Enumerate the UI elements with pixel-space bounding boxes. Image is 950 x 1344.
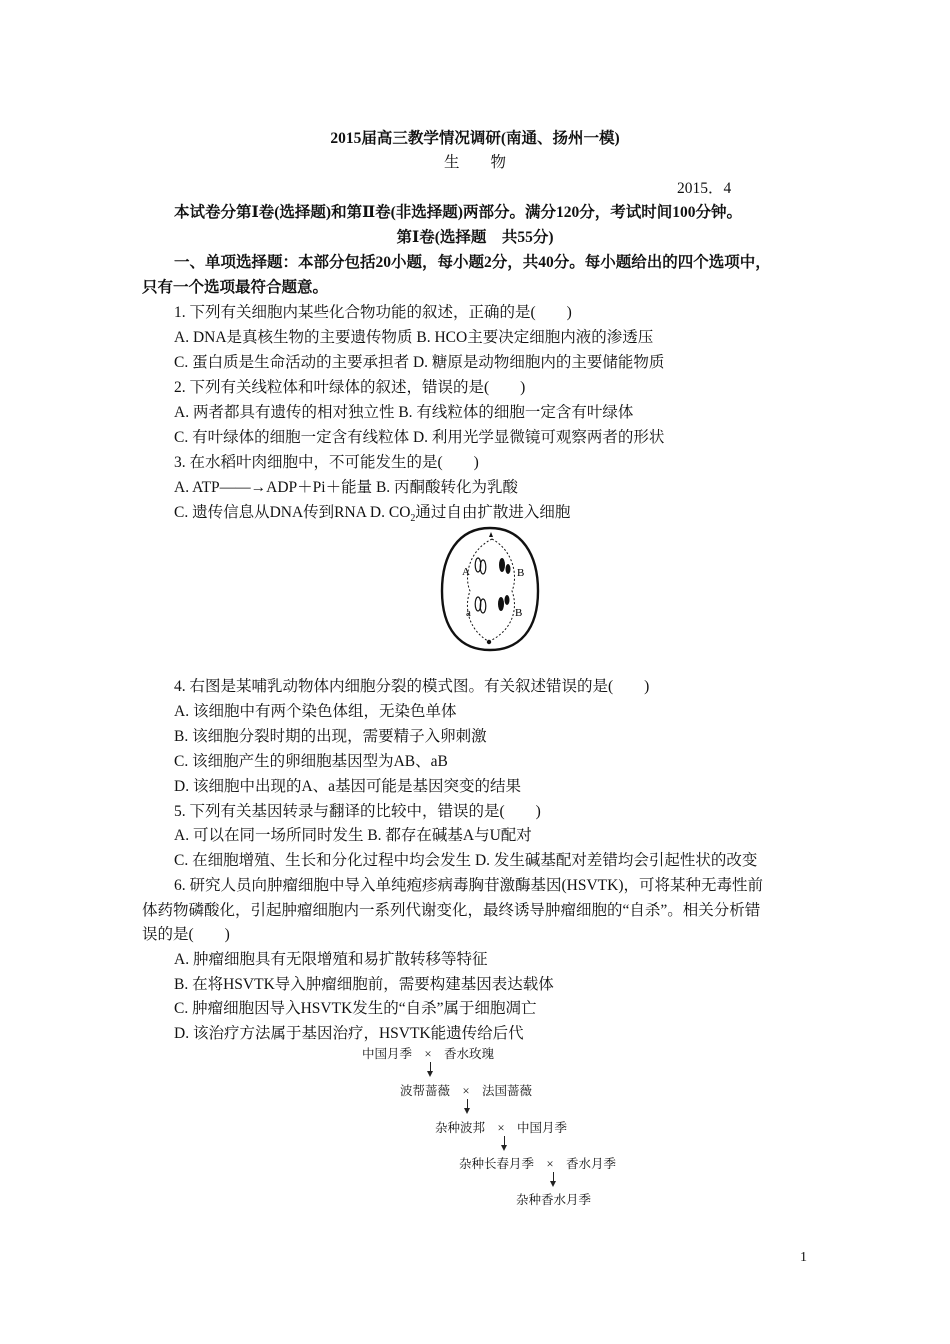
q6-stem-line1: 6. 研究人员向肿瘤细胞中导入单纯疱疹病毒胸苷激酶基因(HSVTK)，可将某种无毒性前 bbox=[174, 877, 763, 894]
cell-membrane bbox=[442, 528, 538, 650]
q1-options-ab: A. DNA是真核生物的主要遗传物质 B. HCO主要决定细胞内液的渗透压 bbox=[174, 329, 654, 346]
exam-title: 2015届高三教学情况调研(南通、扬州一模) bbox=[330, 130, 620, 147]
q4-option-d: D. 该细胞中出现的A、a基因可能是基因突变的结果 bbox=[174, 778, 522, 795]
q4-option-a: A. 该细胞中有两个染色体组，无染色单体 bbox=[174, 703, 457, 720]
q6-option-d: D. 该治疗方法属于基因治疗，HSVTK能遗传给后代 bbox=[174, 1025, 524, 1042]
q5-options-ab: A. 可以在同一场所同时发生 B. 都存在碱基A与U配对 bbox=[174, 827, 532, 844]
chromosome-dark-top bbox=[499, 558, 505, 572]
q1-options-cd: C. 蛋白质是生命活动的主要承担者 D. 糖原是动物细胞内的主要储能物质 bbox=[174, 354, 665, 371]
q2-stem: 2. 下列有关线粒体和叶绿体的叙述，错误的是( ) bbox=[174, 379, 526, 396]
cross-arrow-4-head bbox=[550, 1181, 556, 1187]
q3-stem: 3. 在水稻叶肉细胞中，不可能发生的是( ) bbox=[174, 454, 479, 471]
q6-stem-line3: 误的是( ) bbox=[142, 926, 230, 943]
cross-row-5: 杂种香水月季 bbox=[516, 1193, 592, 1207]
gene-label-A: A bbox=[462, 566, 470, 578]
exam-date: 2015．4 bbox=[677, 180, 732, 197]
cross-arrow-1-head bbox=[427, 1071, 433, 1077]
q5-stem: 5. 下列有关基因转录与翻译的比较中，错误的是( ) bbox=[174, 803, 541, 820]
q4-option-b: B. 该细胞分裂时期的出现，需要精子入卵刺激 bbox=[174, 728, 487, 745]
gene-label-a: a bbox=[466, 607, 471, 619]
chromosome-dark-bottom-2 bbox=[505, 595, 510, 605]
q3-options-ab: A. ATP——→ADP＋Pi＋能量 B. 丙酮酸转化为乳酸 bbox=[174, 479, 519, 496]
q4-stem: 4. 右图是某哺乳动物体内细胞分裂的模式图。有关叙述错误的是( ) bbox=[174, 678, 650, 695]
q4-option-c: C. 该细胞产生的卵细胞基因型为AB、aB bbox=[174, 753, 448, 770]
q3-subscript: 2 bbox=[410, 513, 416, 525]
gene-label-B-bottom: B bbox=[515, 607, 523, 619]
cross-row-3: 杂种波邦 × 中国月季 bbox=[435, 1121, 568, 1135]
chromosome-dark-bottom bbox=[498, 597, 504, 611]
q6-option-b: B. 在将HSVTK导入肿瘤细胞前，需要构建基因表达载体 bbox=[174, 976, 554, 993]
cross-row-4: 杂种长春月季 × 香水月季 bbox=[459, 1157, 617, 1171]
chromosome-dark-top-2 bbox=[506, 564, 511, 574]
centrosome-top bbox=[489, 532, 493, 537]
section1-heading-cont: 只有一个选项最符合题意。 bbox=[142, 279, 329, 296]
q5-options-cd: C. 在细胞增殖、生长和分化过程中均会发生 D. 发生碱基配对差错均会引起性状的改变 bbox=[174, 852, 758, 869]
exam-intro: 本试卷分第Ⅰ卷(选择题)和第Ⅱ卷(非选择题)两部分。满分120分，考试时间100分钟。 bbox=[174, 204, 742, 221]
q6-option-c: C. 肿瘤细胞因导入HSVTK发生的“自杀”属于细胞凋亡 bbox=[174, 1000, 537, 1017]
spindle-right bbox=[490, 539, 515, 641]
part1-heading: 第Ⅰ卷(选择题 共55分) bbox=[396, 229, 554, 246]
subject-title: 生 物 bbox=[443, 154, 506, 171]
spindle-left bbox=[467, 539, 492, 641]
cross-row-2: 波帮蔷薇 × 法国蔷薇 bbox=[400, 1084, 533, 1098]
centrosome-bottom bbox=[487, 640, 491, 644]
cross-arrow-3-head bbox=[501, 1145, 507, 1151]
cross-row-1: 中国月季 × 香水玫瑰 bbox=[362, 1047, 495, 1061]
q3-option-d-tail: 通过自由扩散进入细胞 bbox=[415, 504, 571, 521]
q2-options-ab: A. 两者都具有遗传的相对独立性 B. 有线粒体的细胞一定含有叶绿体 bbox=[174, 404, 634, 421]
q6-option-a: A. 肿瘤细胞具有无限增殖和易扩散转移等特征 bbox=[174, 951, 488, 968]
q6-stem-line2: 体药物磷酸化，引起肿瘤细胞内一系列代谢变化，最终诱导肿瘤细胞的“自杀”。相关分析错 bbox=[142, 902, 761, 919]
section1-heading: 一、单项选择题：本部分包括20小题，每小题2分，共40分。每小题给出的四个选项中， bbox=[174, 254, 771, 271]
q3-option-c-d-text: C. 遗传信息从DNA传到RNA D. CO bbox=[174, 504, 411, 521]
cross-arrow-2-head bbox=[464, 1108, 470, 1114]
q2-options-cd: C. 有叶绿体的细胞一定含有线粒体 D. 利用光学显微镜可观察两者的形状 bbox=[174, 429, 665, 446]
page-number: 1 bbox=[800, 1250, 807, 1265]
q1-stem: 1. 下列有关细胞内某些化合物功能的叙述，正确的是( ) bbox=[174, 304, 572, 321]
gene-label-B-top: B bbox=[517, 567, 525, 579]
cell-division-figure bbox=[438, 525, 542, 653]
